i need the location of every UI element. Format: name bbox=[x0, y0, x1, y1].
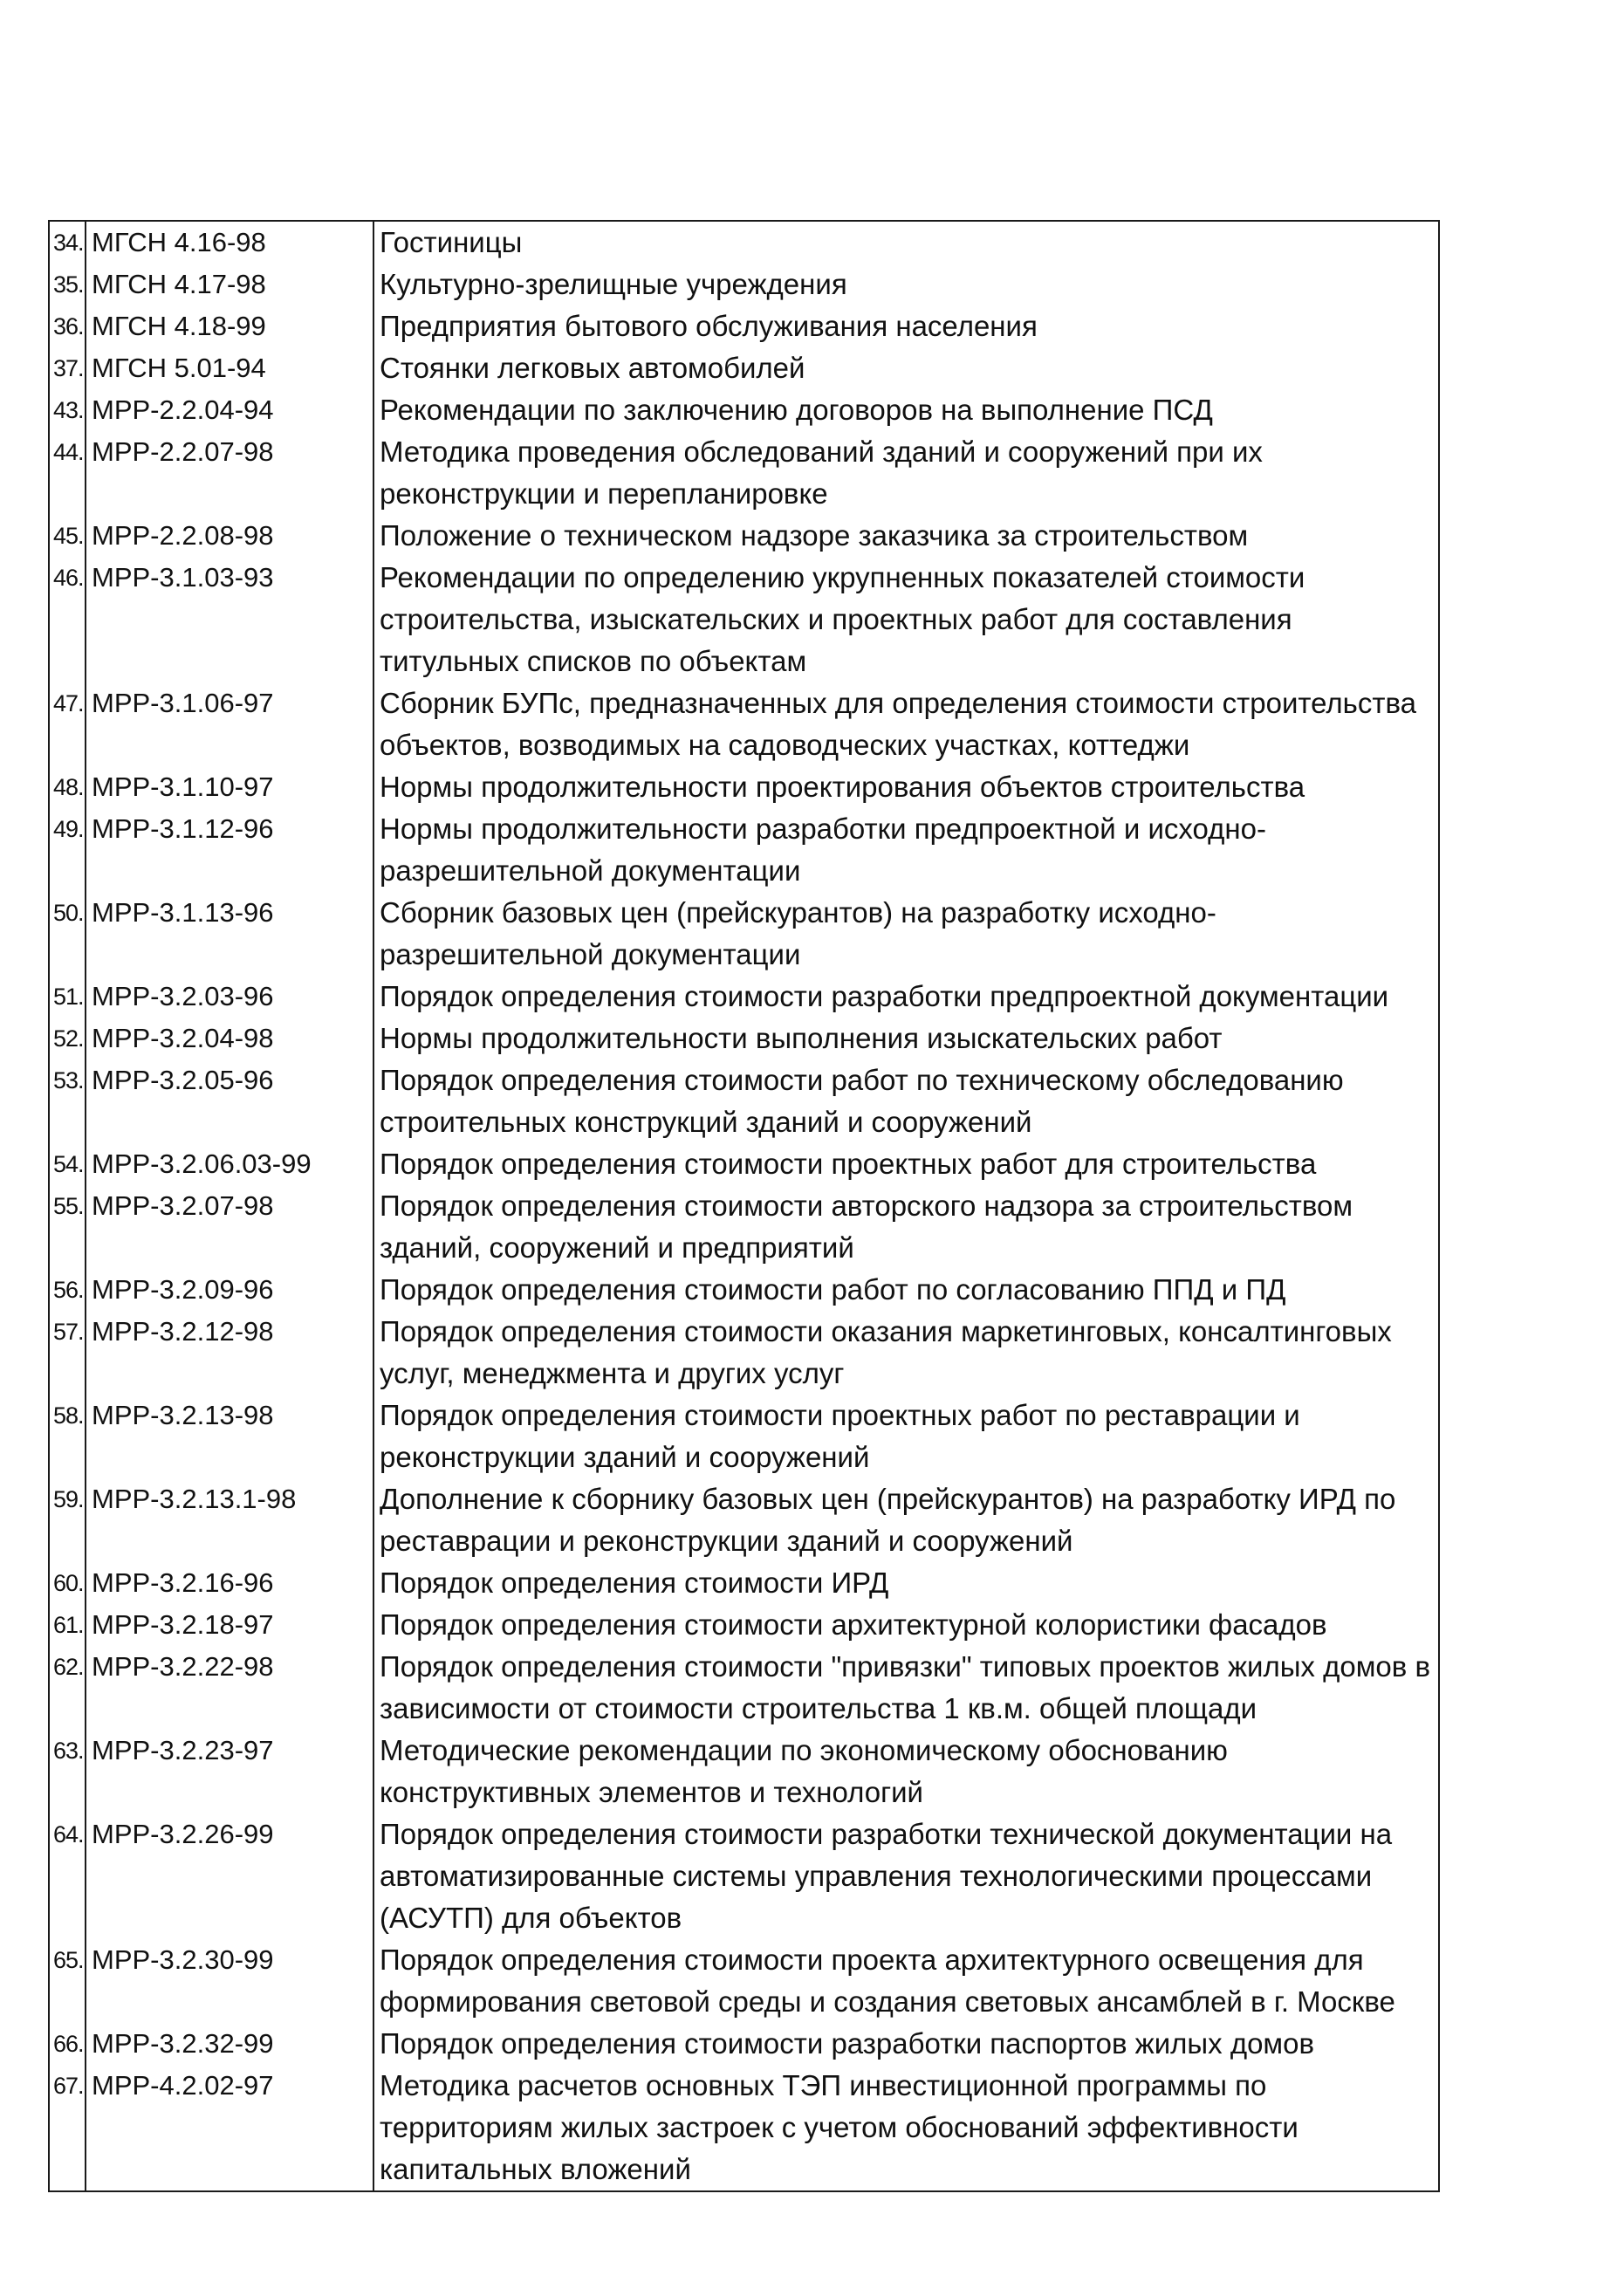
document-title: Сборник базовых цен (прейскурантов) на разработку исходно-разрешительной документации bbox=[373, 892, 1439, 976]
table-row bbox=[49, 1730, 1439, 1813]
row-number: 62. bbox=[49, 1646, 86, 1730]
document-title: Нормы продолжительности разработки предпроектной и исходно-разрешительной документации bbox=[373, 808, 1439, 892]
table-row bbox=[49, 682, 1439, 766]
row-number: 46. bbox=[49, 557, 86, 682]
document-title: Сборник БУПс, предназначенных для определения стоимости строительства объектов, возводимых на садоводческих участках, коттеджи bbox=[373, 682, 1439, 766]
document-title: Порядок определения стоимости проектных работ для строительства bbox=[373, 1143, 1439, 1185]
document-code: МРР-3.2.04-98 bbox=[86, 1018, 373, 1059]
document-title: Порядок определения стоимости авторского надзора за строительством зданий, сооружений и предприятий bbox=[373, 1185, 1439, 1269]
row-number: 53. bbox=[49, 1059, 86, 1143]
table-row bbox=[49, 1143, 1439, 1185]
table-row bbox=[49, 808, 1439, 892]
document-code: МРР-2.2.08-98 bbox=[86, 515, 373, 557]
document-title: Культурно-зрелищные учреждения bbox=[373, 264, 1439, 305]
document-title: Нормы продолжительности выполнения изыскательских работ bbox=[373, 1018, 1439, 1059]
document-title: Методика расчетов основных ТЭП инвестиционной программы по территориям жилых застроек с учетом обоснований эффективности капитальных вложений bbox=[373, 2065, 1439, 2191]
table-row bbox=[49, 264, 1439, 305]
document-code: МРР-3.2.22-98 bbox=[86, 1646, 373, 1730]
document-title: Дополнение к сборнику базовых цен (прейскурантов) на разработку ИРД по реставрации и реконструкции зданий и сооружений bbox=[373, 1478, 1439, 1562]
document-code: МРР-3.2.16-96 bbox=[86, 1562, 373, 1604]
table-row bbox=[49, 2023, 1439, 2065]
row-number: 60. bbox=[49, 1562, 86, 1604]
document-code: МРР-3.2.30-99 bbox=[86, 1939, 373, 2023]
table-row bbox=[49, 976, 1439, 1018]
document-title: Порядок определения стоимости разработки технической документации на автоматизированные системы управления технологическими процессами (АСУТП) для объектов bbox=[373, 1813, 1439, 1939]
document-title: Гостиницы bbox=[373, 221, 1439, 264]
row-number: 50. bbox=[49, 892, 86, 976]
document-code: МРР-3.2.03-96 bbox=[86, 976, 373, 1018]
table-row bbox=[49, 347, 1439, 389]
table-row bbox=[49, 305, 1439, 347]
document-title: Порядок определения стоимости архитектурной колористики фасадов bbox=[373, 1604, 1439, 1646]
document-title: Порядок определения стоимости разработки предпроектной документации bbox=[373, 976, 1439, 1018]
table-row bbox=[49, 892, 1439, 976]
table-row bbox=[49, 1478, 1439, 1562]
table-row bbox=[49, 389, 1439, 431]
row-number: 35. bbox=[49, 264, 86, 305]
document-title: Порядок определения стоимости работ по техническому обследованию строительных конструкций зданий и сооружений bbox=[373, 1059, 1439, 1143]
table-row bbox=[49, 2065, 1439, 2191]
table-row bbox=[49, 1646, 1439, 1730]
document-title: Положение о техническом надзоре заказчика за строительством bbox=[373, 515, 1439, 557]
row-number: 57. bbox=[49, 1311, 86, 1395]
row-number: 44. bbox=[49, 431, 86, 515]
row-number: 67. bbox=[49, 2065, 86, 2191]
table-row bbox=[49, 1311, 1439, 1395]
table-row bbox=[49, 1018, 1439, 1059]
document-code: МРР-3.2.06.03-99 bbox=[86, 1143, 373, 1185]
table-row bbox=[49, 515, 1439, 557]
row-number: 65. bbox=[49, 1939, 86, 2023]
table-row bbox=[49, 557, 1439, 682]
document-code: МРР-3.2.09-96 bbox=[86, 1269, 373, 1311]
row-number: 52. bbox=[49, 1018, 86, 1059]
document-title: Методические рекомендации по экономическому обоснованию конструктивных элементов и технологий bbox=[373, 1730, 1439, 1813]
document-title: Рекомендации по заключению договоров на выполнение ПСД bbox=[373, 389, 1439, 431]
document-code: МРР-3.2.23-97 bbox=[86, 1730, 373, 1813]
row-number: 47. bbox=[49, 682, 86, 766]
document-code: МГСН 4.18-99 bbox=[86, 305, 373, 347]
document-title: Порядок определения стоимости разработки паспортов жилых домов bbox=[373, 2023, 1439, 2065]
row-number: 59. bbox=[49, 1478, 86, 1562]
row-number: 49. bbox=[49, 808, 86, 892]
standards-table-body bbox=[49, 221, 1439, 2191]
table-row bbox=[49, 221, 1439, 264]
document-code: МРР-2.2.07-98 bbox=[86, 431, 373, 515]
table-row bbox=[49, 1269, 1439, 1311]
document-title: Порядок определения стоимости работ по согласованию ППД и ПД bbox=[373, 1269, 1439, 1311]
table-row bbox=[49, 1939, 1439, 2023]
document-code: МРР-3.1.06-97 bbox=[86, 682, 373, 766]
document-title: Порядок определения стоимости "привязки" типовых проектов жилых домов в зависимости от стоимости строительства 1 кв.м. общей площади bbox=[373, 1646, 1439, 1730]
document-code: МГСН 5.01-94 bbox=[86, 347, 373, 389]
document-code: МГСН 4.16-98 bbox=[86, 221, 373, 264]
table-row bbox=[49, 1185, 1439, 1269]
row-number: 66. bbox=[49, 2023, 86, 2065]
row-number: 45. bbox=[49, 515, 86, 557]
document-title: Нормы продолжительности проектирования объектов строительства bbox=[373, 766, 1439, 808]
document-code: МРР-3.2.32-99 bbox=[86, 2023, 373, 2065]
row-number: 55. bbox=[49, 1185, 86, 1269]
table-row bbox=[49, 1604, 1439, 1646]
table-row bbox=[49, 1059, 1439, 1143]
row-number: 48. bbox=[49, 766, 86, 808]
document-title: Предприятия бытового обслуживания населения bbox=[373, 305, 1439, 347]
document-title: Порядок определения стоимости проектных работ по реставрации и реконструкции зданий и сооружений bbox=[373, 1395, 1439, 1478]
row-number: 43. bbox=[49, 389, 86, 431]
row-number: 64. bbox=[49, 1813, 86, 1939]
row-number: 37. bbox=[49, 347, 86, 389]
document-title: Порядок определения стоимости оказания маркетинговых, консалтинговых услуг, менеджмента и других услуг bbox=[373, 1311, 1439, 1395]
document-code: МРР-3.2.07-98 bbox=[86, 1185, 373, 1269]
row-number: 63. bbox=[49, 1730, 86, 1813]
document-title: Порядок определения стоимости проекта архитектурного освещения для формирования световой среды и создания световых ансамблей в г. Москве bbox=[373, 1939, 1439, 2023]
row-number: 51. bbox=[49, 976, 86, 1018]
table-row bbox=[49, 1813, 1439, 1939]
document-code: МРР-3.2.26-99 bbox=[86, 1813, 373, 1939]
row-number: 34. bbox=[49, 221, 86, 264]
document-code: МРР-3.2.05-96 bbox=[86, 1059, 373, 1143]
table-row bbox=[49, 1562, 1439, 1604]
row-number: 36. bbox=[49, 305, 86, 347]
document-code: МРР-2.2.04-94 bbox=[86, 389, 373, 431]
document-title: Стоянки легковых автомобилей bbox=[373, 347, 1439, 389]
document-code: МРР-3.2.13.1-98 bbox=[86, 1478, 373, 1562]
document-code: МГСН 4.17-98 bbox=[86, 264, 373, 305]
standards-table bbox=[48, 220, 1440, 2192]
row-number: 56. bbox=[49, 1269, 86, 1311]
document-code: МРР-3.2.18-97 bbox=[86, 1604, 373, 1646]
row-number: 58. bbox=[49, 1395, 86, 1478]
document-code: МРР-3.2.12-98 bbox=[86, 1311, 373, 1395]
document-title: Порядок определения стоимости ИРД bbox=[373, 1562, 1439, 1604]
table-row bbox=[49, 1395, 1439, 1478]
table-row bbox=[49, 766, 1439, 808]
document-title: Рекомендации по определению укрупненных показателей стоимости строительства, изыскательских и проектных работ для составления титульных списков по объектам bbox=[373, 557, 1439, 682]
document-code: МРР-4.2.02-97 bbox=[86, 2065, 373, 2191]
document-code: МРР-3.1.13-96 bbox=[86, 892, 373, 976]
document-code: МРР-3.1.03-93 bbox=[86, 557, 373, 682]
document-code: МРР-3.1.10-97 bbox=[86, 766, 373, 808]
document-code: МРР-3.1.12-96 bbox=[86, 808, 373, 892]
table-row bbox=[49, 431, 1439, 515]
row-number: 61. bbox=[49, 1604, 86, 1646]
document-code: МРР-3.2.13-98 bbox=[86, 1395, 373, 1478]
document-title: Методика проведения обследований зданий и сооружений при их реконструкции и перепланировке bbox=[373, 431, 1439, 515]
row-number: 54. bbox=[49, 1143, 86, 1185]
